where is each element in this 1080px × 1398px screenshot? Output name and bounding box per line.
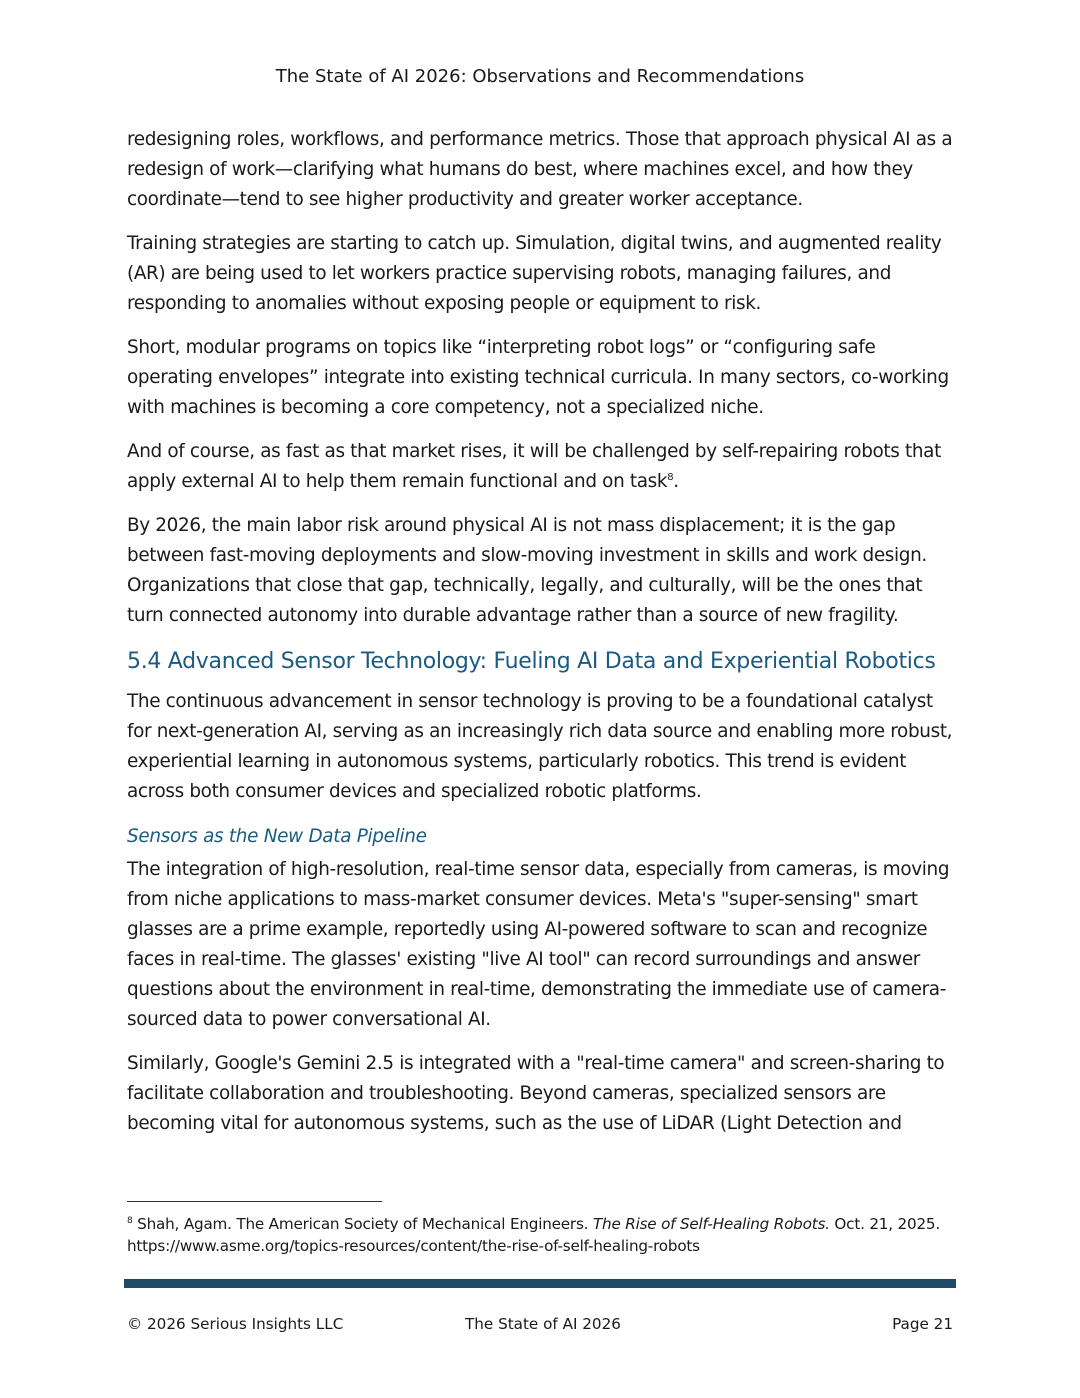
paragraph-text-main: And of course, as fast as that market rises, it will be challenged by self-repairing robots that apply external AI to help them remain functional and on task — [127, 441, 941, 492]
paragraph-text: By 2026, the main labor risk around physical AI is not mass displacement; it is the gap between fast-moving deployments and slow-moving investment in skills and work design. Organizations that close that gap, technically, legally, and culturally, will be the ones that turn connected autonomy into durable advantage rather than a source of new fragility. — [127, 515, 927, 626]
paragraph-modular-programs — [127, 333, 955, 423]
footnote-date: Oct. 21, 2025. — [829, 1215, 940, 1233]
paragraph-roles-redesign — [127, 125, 955, 215]
paragraph-text: The continuous advancement in sensor technology is proving to be a foundational catalyst for next-generation AI, serving as an increasingly rich data source and enabling more robust, experiential learning in autonomous systems, particularly robotics. This trend is evident across both consumer devices and specialized robotic platforms. — [127, 691, 953, 802]
paragraph-gemini — [127, 1049, 955, 1139]
footer-bar — [124, 1279, 956, 1288]
paragraph-text: Training strategies are starting to catch up. Simulation, digital twins, and augmented reality (AR) are being used to let workers practice supervising robots, managing failures, and responding to anomalies without exposing people or equipment to risk. — [127, 233, 942, 314]
paragraph-self-repairing — [127, 437, 955, 497]
footnote-reference[interactable]: 8 — [667, 472, 674, 483]
footnote — [127, 1213, 967, 1257]
footnote-citation — [127, 1213, 967, 1235]
paragraph-text: Short, modular programs on topics like “interpreting robot logs” or “configuring safe operating envelopes” integrate into existing technical curricula. In many sectors, co-working with machines is becoming a core competency, not a specialized niche. — [127, 337, 949, 418]
footnote-url[interactable]: https://www.asme.org/topics-resources/content/the-rise-of-self-healing-robots — [127, 1237, 700, 1255]
footnote-author: Shah, Agam. The American Society of Mechanical Engineers. — [132, 1215, 593, 1233]
footnote-number: 8 — [127, 1216, 133, 1226]
paragraph-text: The integration of high-resolution, real-time sensor data, especially from cameras, is moving from niche applications to mass-market consumer devices. Meta's "super-sensing" smart glasses are a prime example, reportedly using AI-powered software to scan and recognize faces in real-time. The glasses' existing "live AI tool" can record surroundings and answer questions about the environment in real-time, demonstrating the immediate use of camera-sourced data to power conversational AI. — [127, 859, 950, 1030]
footnote-divider — [127, 1201, 382, 1202]
running-header: The State of AI 2026: Observations and Recommendations — [275, 66, 805, 87]
paragraph-text-end: . — [673, 471, 679, 492]
section-heading: 5.4 Advanced Sensor Technology: Fueling AI Data and Experiential Robotics — [127, 649, 936, 674]
paragraph-training — [127, 229, 955, 319]
paragraph-text — [127, 437, 955, 497]
paragraph-text: redesigning roles, workflows, and performance metrics. Those that approach physical AI as a redesign of work—clarifying what humans do best, where machines excel, and how they coordinate—tend to see higher productivity and greater worker acceptance. — [127, 129, 953, 210]
paragraph-sensor-integration — [127, 855, 955, 1035]
footer-page-number: Page 21 — [892, 1315, 953, 1333]
footnote-title: The Rise of Self-Healing Robots. — [592, 1215, 830, 1233]
paragraph-labor-risk — [127, 511, 955, 631]
footer-doc-title: The State of AI 2026 — [465, 1315, 621, 1333]
subheading: Sensors as the New Data Pipeline — [127, 826, 427, 847]
paragraph-sensor-advancement — [127, 687, 955, 807]
paragraph-text: Similarly, Google's Gemini 2.5 is integrated with a "real-time camera" and screen-sharing to facilitate collaboration and troubleshooting. Beyond cameras, specialized sensors are becoming vital for autonomous systems, such as the use of LiDAR (Light Detection and — [127, 1053, 945, 1134]
footer-copyright: © 2026 Serious Insights LLC — [127, 1315, 344, 1333]
